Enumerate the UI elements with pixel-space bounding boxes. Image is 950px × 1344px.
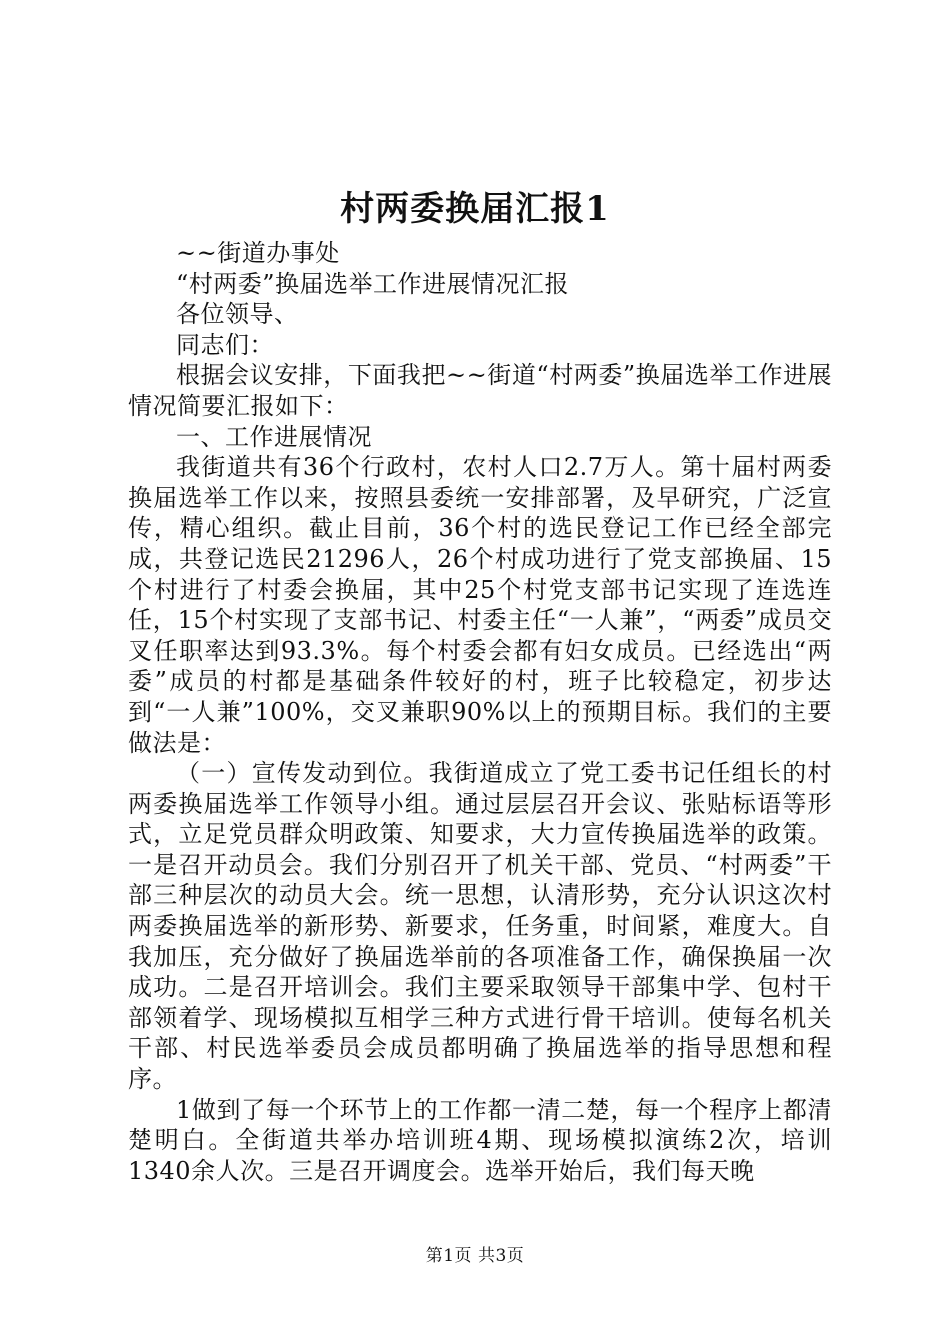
paragraph-greeting-comrades: 同志们：: [176, 330, 274, 359]
paragraph-publicity: （一）宣传发动到位。我街道成立了党工委书记任组长的村两委换届选举工作领导小组。通过层层召开会议、张贴标语等形式，立足党员群众明政策、知要求，大力宣传换届选举的政策。一是召开动员会。我们分别召开了机关干部、党员、“村两委”干部三种层次的动员大会。统一思想，认清形势，充分认识这次村两委换届选举的新形势、新要求，任务重，时间紧，难度大。自我加压，充分做好了换届选举前的各项准备工作，确保换届一次成功。二是召开培训会。我们主要采取领导干部集中学、包村干部领着学、现场模拟互相学三种方式进行骨干培训。使每名机关干部、村民选举委员会成员都明确了换届选举的指导思想和程序。: [128, 759, 832, 1094]
document-title: 村两委换届汇报1: [340, 189, 610, 229]
paragraph-training: 1做到了每一个环节上的工作都一清二楚，每一个程序上都清楚明白。全街道共举办培训班4期、现场模拟演练2次，培训1340余人次。三是召开调度会。选举开始后，我们每天晚: [128, 1095, 832, 1185]
paragraph-office: ~~街道办事处: [176, 239, 340, 267]
paragraph-intro: 根据会议安排，下面我把~~街道“村两委”换届选举工作进展情况简要汇报如下：: [128, 361, 832, 420]
paragraph-report-heading: “村两委”换届选举工作进展情况汇报: [176, 269, 570, 298]
page-footer: 第1页 共3页: [425, 1246, 525, 1266]
paragraph-progress: 我街道共有36个行政村，农村人口2.7万人。第十届村两委换届选举工作以来，按照县委统一安排部署，及早研究，广泛宣传，精心组织。截止目前，36个村的选民登记工作已经全部完成，共登记选民21296人，26个村成功进行了党支部换届、15个村进行了村委会换届，其中25个村党支部书记实现了连选连任，15个村实现了支部书记、村委主任“一人兼”，“两委”成员交叉任职率达到93.3%。每个村委会都有妇女成员。已经选出“两委”成员的村都是基础条件较好的村，班子比较稳定，初步达到“一人兼”100%，交叉兼职90%以上的预期目标。我们的主要做法是：: [128, 453, 832, 757]
document-body: [128, 238, 832, 1186]
paragraph-greeting-leaders: 各位领导、: [176, 300, 299, 329]
paragraph-section-heading: 一、工作进展情况: [176, 422, 372, 451]
